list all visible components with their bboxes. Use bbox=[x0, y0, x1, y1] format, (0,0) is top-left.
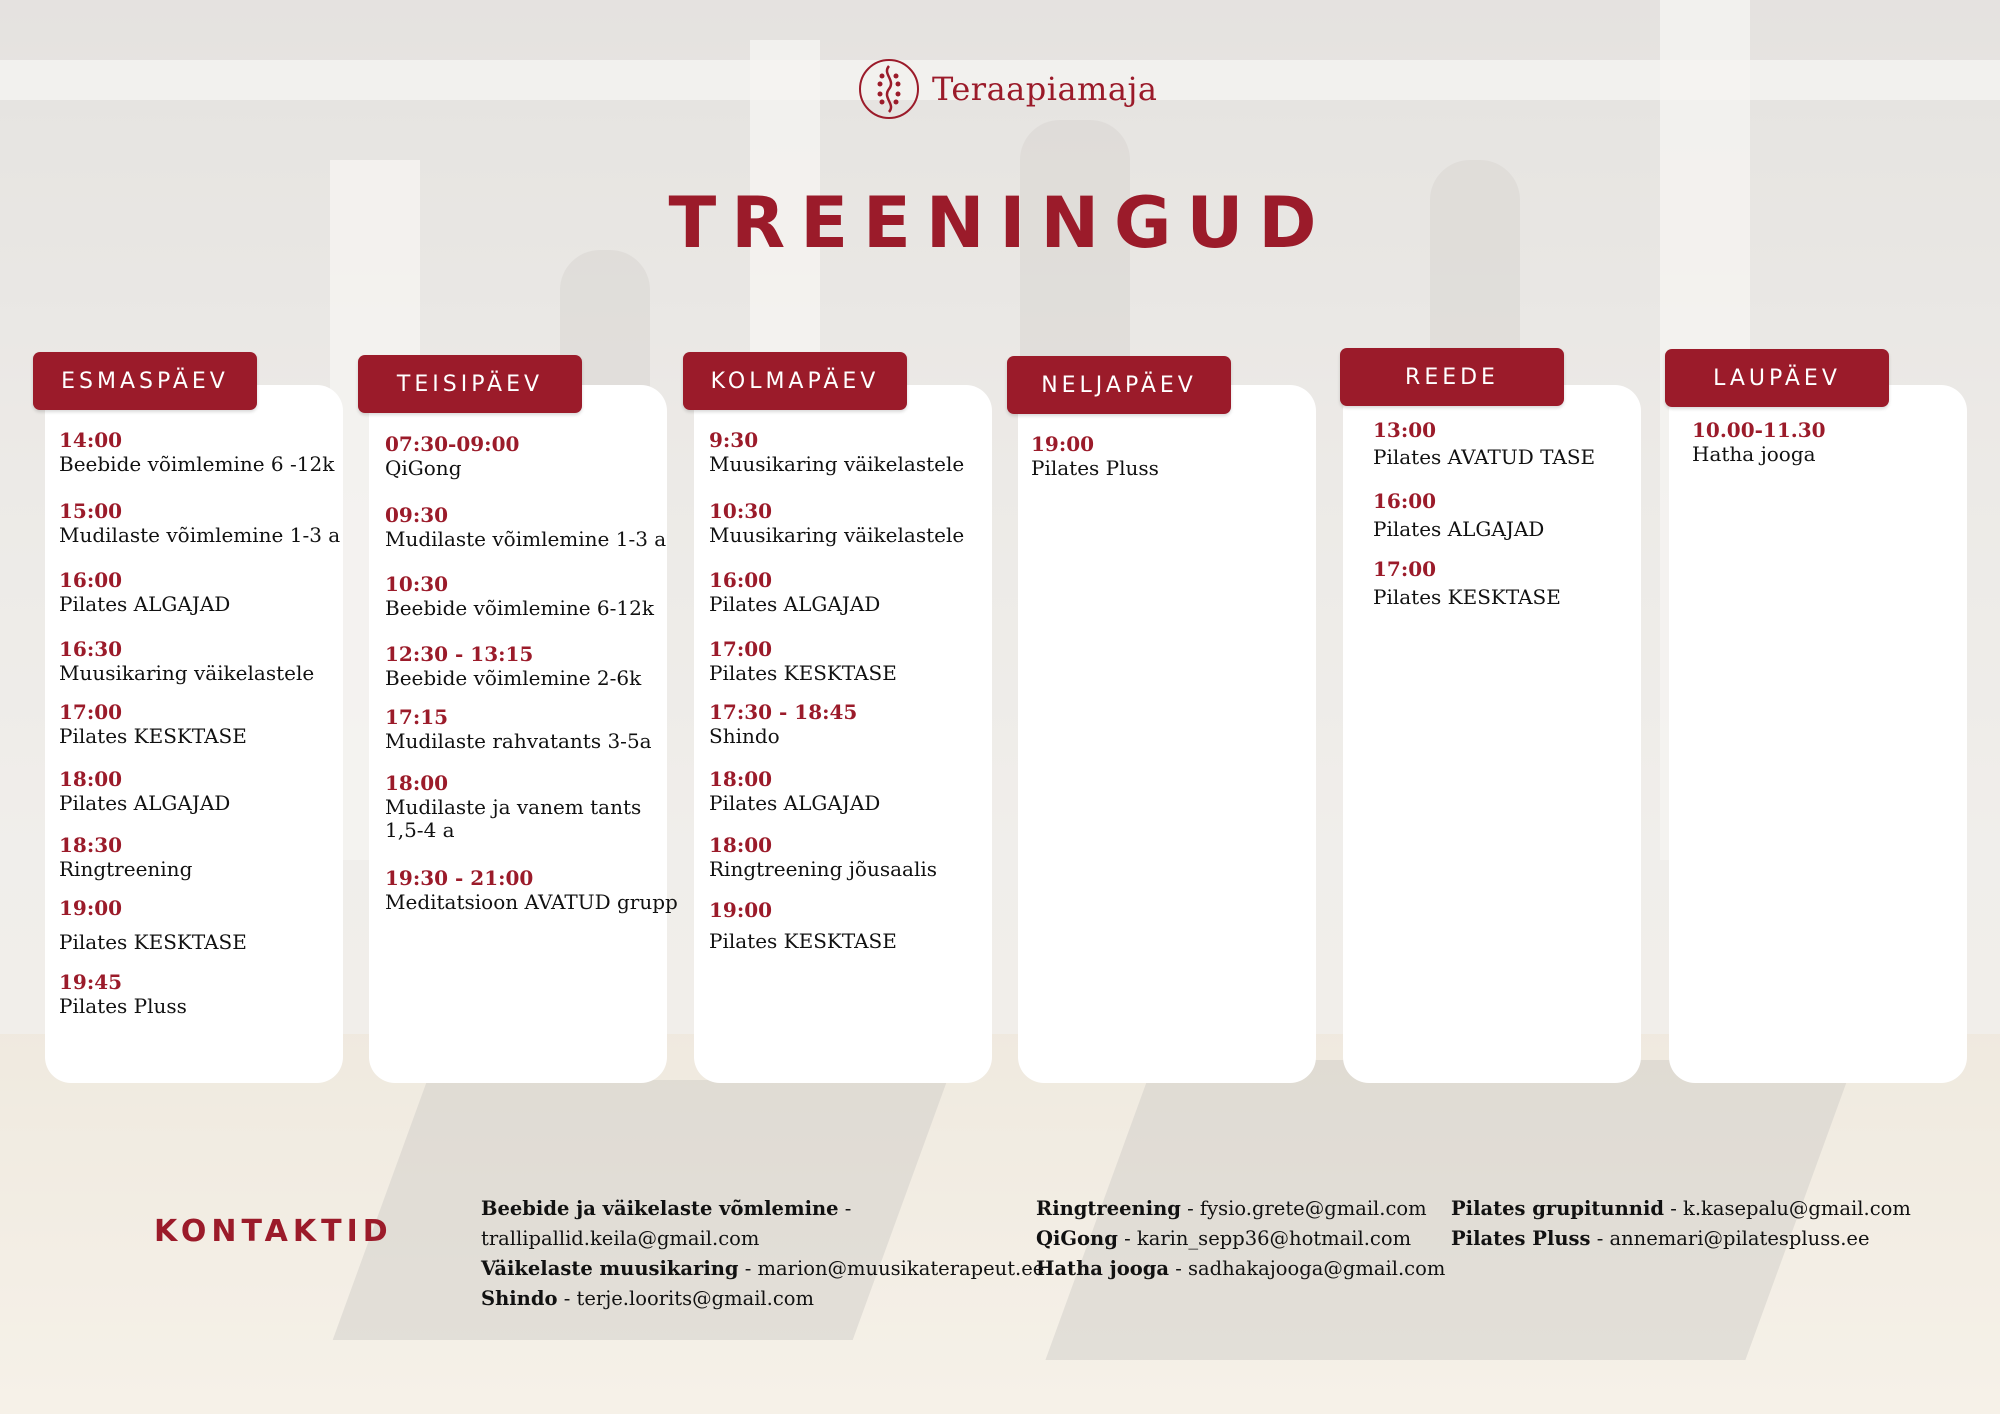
entry-time: 17:30 - 18:45 bbox=[709, 700, 858, 724]
contacts-column-2 bbox=[1036, 1194, 1445, 1284]
entry-class: Beebide võimlemine 2-6k bbox=[385, 666, 642, 690]
day-card bbox=[1018, 385, 1316, 1083]
schedule-entry bbox=[1692, 418, 1992, 466]
contacts-column-1 bbox=[481, 1194, 1044, 1314]
entry-class: Pilates KESKTASE bbox=[709, 929, 897, 953]
entry-time: 18:00 bbox=[385, 771, 449, 795]
entry-time: 15:00 bbox=[59, 499, 123, 523]
contact-item: Beebide ja väikelaste võmlemine - bbox=[481, 1197, 852, 1220]
entry-time: 14:00 bbox=[59, 428, 123, 452]
entry-time: 10:30 bbox=[385, 572, 449, 596]
schedule-entry bbox=[709, 499, 1009, 547]
schedule-entry bbox=[1373, 557, 1673, 609]
contact-email[interactable]: k.kasepalu@gmail.com bbox=[1683, 1197, 1911, 1220]
entry-class: Pilates ALGAJAD bbox=[709, 791, 881, 815]
day-header: KOLMAPÄEV bbox=[683, 352, 907, 410]
day-header: ESMASPÄEV bbox=[33, 352, 257, 410]
schedule-entry bbox=[59, 637, 359, 685]
entry-class: Pilates AVATUD TASE bbox=[1373, 445, 1596, 469]
entry-time: 10:30 bbox=[709, 499, 773, 523]
entry-class: QiGong bbox=[385, 456, 462, 480]
contact-item: Pilates grupitunnid - k.kasepalu@gmail.com bbox=[1451, 1197, 1911, 1220]
contact-item: QiGong - karin_sepp36@hotmail.com bbox=[1036, 1227, 1412, 1250]
contact-email[interactable]: terje.loorits@gmail.com bbox=[576, 1287, 815, 1310]
entry-time: 17:15 bbox=[385, 705, 449, 729]
entry-class: Pilates ALGAJAD bbox=[59, 791, 231, 815]
entry-class: Beebide võimlemine 6-12k bbox=[385, 596, 654, 620]
contact-item: Väikelaste muusikaring - marion@muusikaterapeut.ee bbox=[481, 1257, 1045, 1280]
day-header: REEDE bbox=[1340, 348, 1564, 406]
entry-class: Ringtreening jõusaalis bbox=[709, 857, 938, 881]
entry-time: 16:30 bbox=[59, 637, 123, 661]
entry-class: Mudilaste rahvatants 3-5a bbox=[385, 729, 652, 753]
entry-time: 09:30 bbox=[385, 503, 449, 527]
entry-time: 19:00 bbox=[709, 898, 773, 922]
entry-class: Pilates ALGAJAD bbox=[709, 592, 881, 616]
entry-class: Meditatsioon AVATUD grupp bbox=[385, 890, 678, 914]
entry-class: Pilates Pluss bbox=[59, 994, 187, 1018]
contacts-heading: KONTAKTID bbox=[154, 1214, 393, 1249]
day-header: TEISIPÄEV bbox=[358, 355, 582, 413]
contact-email[interactable]: marion@muusikaterapeut.ee bbox=[757, 1257, 1045, 1280]
entry-time: 19:30 - 21:00 bbox=[385, 866, 534, 890]
entry-class: Beebide võimlemine 6 -12k bbox=[59, 452, 335, 476]
contact-email[interactable]: sadhakajooga@gmail.com bbox=[1188, 1257, 1446, 1280]
entry-time: 16:00 bbox=[709, 568, 773, 592]
entry-time: 19:00 bbox=[1031, 432, 1095, 456]
schedule-entry bbox=[385, 432, 685, 480]
entry-class: Hatha jooga bbox=[1692, 442, 1816, 466]
schedule-entry bbox=[59, 700, 359, 748]
entry-time: 18:30 bbox=[59, 833, 123, 857]
day-card bbox=[1669, 385, 1967, 1083]
entry-class: Pilates KESKTASE bbox=[709, 661, 897, 685]
entry-class: Mudilaste ja vanem tants 1,5-4 a bbox=[385, 795, 642, 842]
contact-email[interactable]: annemari@pilatespluss.ee bbox=[1609, 1227, 1870, 1250]
schedule-entry bbox=[59, 896, 359, 954]
schedule-entry bbox=[59, 833, 359, 881]
schedule-entry bbox=[59, 568, 359, 616]
entry-class: Pilates KESKTASE bbox=[1373, 585, 1561, 609]
entry-time: 18:00 bbox=[59, 767, 123, 791]
entry-class: Pilates Pluss bbox=[1031, 456, 1159, 480]
entry-class: Mudilaste võimlemine 1-3 a bbox=[385, 527, 667, 551]
schedule-entry bbox=[1373, 418, 1673, 469]
schedule-entry bbox=[1373, 489, 1673, 541]
entry-class: Ringtreening bbox=[59, 857, 193, 881]
entry-class: Muusikaring väikelastele bbox=[59, 661, 315, 685]
schedule-entry bbox=[59, 428, 359, 476]
entry-class: Pilates ALGAJAD bbox=[1373, 517, 1545, 541]
schedule-entry bbox=[59, 767, 359, 815]
entry-time: 17:00 bbox=[709, 637, 773, 661]
schedule-entry bbox=[709, 428, 1009, 476]
day-header: LAUPÄEV bbox=[1665, 349, 1889, 407]
entry-class: Pilates KESKTASE bbox=[59, 930, 247, 954]
spine-logo-icon bbox=[858, 58, 920, 120]
contact-item: Shindo - terje.loorits@gmail.com bbox=[481, 1287, 815, 1310]
entry-class: Muusikaring väikelastele bbox=[709, 523, 965, 547]
entry-time: 16:00 bbox=[1373, 489, 1437, 513]
schedule-entry bbox=[709, 898, 1009, 953]
schedule-entry bbox=[709, 833, 1009, 881]
brand-logo bbox=[858, 58, 1157, 120]
schedule-entry bbox=[59, 499, 359, 547]
entry-time: 12:30 - 13:15 bbox=[385, 642, 534, 666]
schedule-entry bbox=[709, 637, 1009, 685]
entry-class: Pilates KESKTASE bbox=[59, 724, 247, 748]
entry-time: 16:00 bbox=[59, 568, 123, 592]
contact-item: Ringtreening - fysio.grete@gmail.com bbox=[1036, 1197, 1427, 1220]
contacts-column-3 bbox=[1451, 1194, 1911, 1254]
schedule-entry bbox=[385, 642, 685, 690]
schedule-entry bbox=[385, 572, 685, 620]
contact-item: Hatha jooga - sadhakajooga@gmail.com bbox=[1036, 1257, 1446, 1280]
contact-email[interactable]: fysio.grete@gmail.com bbox=[1199, 1197, 1427, 1220]
entry-time: 9:30 bbox=[709, 428, 759, 452]
entry-time: 19:45 bbox=[59, 970, 123, 994]
entry-class: Mudilaste võimlemine 1-3 a bbox=[59, 523, 341, 547]
entry-class: Shindo bbox=[709, 724, 780, 748]
entry-time: 10.00-11.30 bbox=[1692, 418, 1826, 442]
schedule-entry bbox=[59, 970, 359, 1018]
entry-time: 07:30-09:00 bbox=[385, 432, 520, 456]
entry-time: 13:00 bbox=[1373, 418, 1437, 442]
brand-name: Teraapiamaja bbox=[932, 70, 1158, 108]
entry-time: 17:00 bbox=[1373, 557, 1437, 581]
entry-time: 18:00 bbox=[709, 767, 773, 791]
contact-email[interactable]: karin_sepp36@hotmail.com bbox=[1136, 1227, 1412, 1250]
schedule-entry bbox=[709, 700, 1009, 748]
entry-time: 19:00 bbox=[59, 896, 123, 920]
entry-time: 18:00 bbox=[709, 833, 773, 857]
entry-class: Pilates ALGAJAD bbox=[59, 592, 231, 616]
schedule-entry bbox=[385, 866, 685, 914]
schedule-entry bbox=[1031, 432, 1331, 480]
entry-time: 17:00 bbox=[59, 700, 123, 724]
schedule-entry bbox=[385, 503, 685, 551]
contact-item-email[interactable]: trallipallid.keila@gmail.com bbox=[481, 1227, 760, 1250]
schedule-entry bbox=[385, 771, 685, 842]
contact-item: Pilates Pluss - annemari@pilatespluss.ee bbox=[1451, 1227, 1870, 1250]
page-title: TREENINGUD bbox=[668, 182, 1332, 264]
entry-class: Muusikaring väikelastele bbox=[709, 452, 965, 476]
schedule-entry bbox=[709, 767, 1009, 815]
schedule-entry bbox=[385, 705, 685, 753]
schedule-entry bbox=[709, 568, 1009, 616]
day-header: NELJAPÄEV bbox=[1007, 356, 1231, 414]
